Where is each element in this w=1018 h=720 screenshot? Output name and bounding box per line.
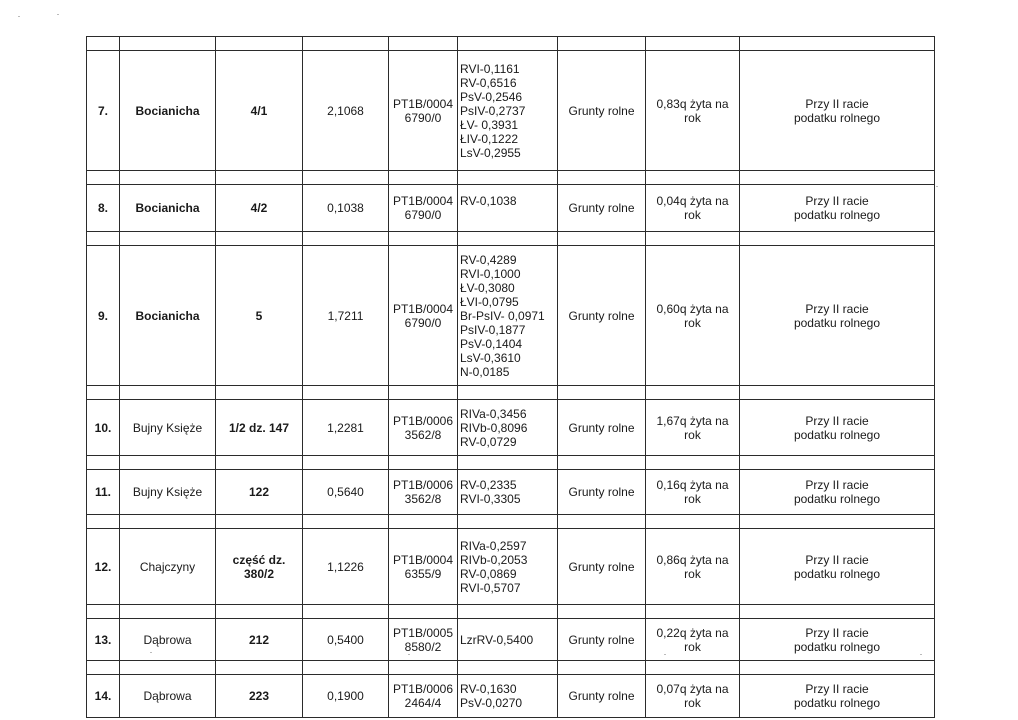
soil-classes (458, 400, 558, 456)
spacer-cell (458, 171, 558, 185)
spacer-cell (646, 515, 740, 529)
row-number: 11. (87, 470, 120, 515)
spacer-cell (216, 661, 303, 675)
payment-terms-line: Przy II racie (805, 625, 869, 640)
spacer-cell (646, 37, 740, 51)
soil-classes-line: ŁIV-0,1222 (460, 131, 519, 146)
spacer-row (87, 386, 935, 400)
spacer-cell (646, 386, 740, 400)
rent-amount (646, 619, 740, 661)
spacer-cell (389, 515, 458, 529)
table-body (87, 37, 935, 718)
table-row (87, 51, 935, 171)
spacer-cell (740, 232, 935, 246)
land-register-number-line: PT1B/0006 (392, 682, 454, 696)
soil-classes-line: N-0,0185 (460, 364, 510, 379)
spacer-cell (120, 605, 216, 619)
rent-amount (646, 51, 740, 171)
parcel-number-line: 4/1 (250, 103, 268, 118)
spacer-cell (740, 605, 935, 619)
spacer-cell (740, 456, 935, 470)
row-number: 8. (87, 185, 120, 232)
spacer-cell (646, 605, 740, 619)
parcel-number (216, 185, 303, 232)
spacer-cell (303, 37, 389, 51)
payment-terms-line: podatku rolnego (793, 110, 881, 125)
soil-classes-line: RV-0,4289 (460, 252, 517, 267)
spacer-row (87, 232, 935, 246)
payment-terms (740, 675, 935, 718)
spacer-cell (558, 456, 646, 470)
spacer-cell (303, 515, 389, 529)
soil-classes-line: RVI-0,3305 (460, 492, 521, 506)
spacer-cell (646, 661, 740, 675)
parcel-number-line: 122 (248, 485, 270, 499)
spacer-cell (389, 661, 458, 675)
soil-classes (458, 619, 558, 661)
soil-classes-line: LsV-0,2955 (460, 145, 521, 160)
rent-amount-line: 0,16q żyta na (656, 478, 729, 492)
land-register-number-line: 3562/8 (404, 492, 442, 506)
row-number: 10. (87, 400, 120, 456)
land-use: Grunty rolne (558, 51, 646, 171)
parcel-area: 0,1900 (303, 675, 389, 718)
spacer-cell (558, 386, 646, 400)
spacer-cell (389, 605, 458, 619)
land-use: Grunty rolne (558, 246, 646, 386)
payment-terms-line: Przy II racie (805, 96, 869, 111)
rent-amount-line: 0,04q żyta na (656, 194, 729, 208)
rent-amount-line: 0,83q żyta na (656, 96, 729, 111)
parcel-area: 1,2281 (303, 400, 389, 456)
land-register-number-line: 6790/0 (404, 110, 442, 125)
land-register-number-line: PT1B/0004 (392, 194, 454, 208)
payment-terms-line: podatku rolnego (793, 427, 881, 442)
rent-amount-line: 1,67q żyta na (656, 413, 729, 428)
parcel-number (216, 246, 303, 386)
soil-classes-line: RVI-0,1161 (460, 61, 520, 76)
spacer-cell (120, 661, 216, 675)
spacer-cell (740, 386, 935, 400)
precinct-name: Dąbrowa (120, 619, 216, 661)
spacer-cell (458, 456, 558, 470)
parcel-number (216, 675, 303, 718)
spacer-row (87, 456, 935, 470)
payment-terms-line: podatku rolnego (793, 566, 881, 581)
spacer-cell (740, 171, 935, 185)
payment-terms-line: Przy II racie (805, 478, 869, 492)
parcel-number-line: część dz. (232, 552, 286, 567)
soil-classes-line: ŁV- 0,3931 (460, 117, 519, 132)
soil-classes-line: RV-0,1038 (460, 194, 517, 208)
soil-classes-line: RV-0,2335 (460, 478, 517, 492)
land-register-number (389, 675, 458, 718)
spacer-cell (558, 232, 646, 246)
rent-amount (646, 470, 740, 515)
table-row (87, 246, 935, 386)
parcel-area: 1,7211 (303, 246, 389, 386)
rent-amount-line: 0,22q żyta na (656, 625, 729, 640)
land-register-number-line: PT1B/0004 (392, 301, 454, 316)
soil-classes-line: RV-0,0869 (460, 566, 517, 581)
parcel-number-line: 4/2 (250, 201, 268, 215)
soil-classes (458, 246, 558, 386)
spacer-cell (389, 171, 458, 185)
payment-terms (740, 51, 935, 171)
parcel-area: 0,1038 (303, 185, 389, 232)
spacer-cell (120, 515, 216, 529)
table-row (87, 529, 935, 605)
rent-amount-line: rok (684, 110, 701, 125)
parcel-number (216, 470, 303, 515)
spacer-cell (558, 37, 646, 51)
spacer-cell (216, 605, 303, 619)
land-register-number (389, 51, 458, 171)
spacer-cell (389, 386, 458, 400)
soil-classes-line: Br-PsIV- 0,0971 (460, 308, 545, 323)
spacer-cell (458, 515, 558, 529)
scan-speck (664, 654, 666, 655)
parcel-number-line: 223 (248, 689, 270, 703)
rent-amount-line: rok (684, 315, 701, 330)
row-number: 7. (87, 51, 120, 171)
payment-terms (740, 470, 935, 515)
spacer-cell (87, 456, 120, 470)
spacer-cell (458, 605, 558, 619)
precinct-name: Bujny Księże (120, 400, 216, 456)
precinct-name: Bujny Księże (120, 470, 216, 515)
spacer-cell (216, 171, 303, 185)
land-register-number-line: PT1B/0006 (392, 413, 454, 428)
spacer-row (87, 605, 935, 619)
rent-amount (646, 400, 740, 456)
payment-terms (740, 529, 935, 605)
row-number: 14. (87, 675, 120, 718)
row-number: 12. (87, 529, 120, 605)
land-register-number-line: 6355/9 (404, 566, 442, 581)
table-row (87, 185, 935, 232)
land-register-number-line: PT1B/0005 (392, 625, 454, 640)
soil-classes-line: RV-0,0729 (460, 434, 517, 449)
rent-amount (646, 529, 740, 605)
soil-classes-line: PsIV-0,2737 (460, 103, 526, 118)
spacer-cell (558, 605, 646, 619)
spacer-cell (458, 37, 558, 51)
land-register-number-line: PT1B/0004 (392, 96, 454, 111)
precinct-name: Bocianicha (120, 246, 216, 386)
spacer-cell (87, 171, 120, 185)
precinct-name: Dąbrowa (120, 675, 216, 718)
spacer-cell (303, 661, 389, 675)
spacer-cell (120, 171, 216, 185)
rent-amount-line: rok (684, 208, 701, 222)
payment-terms-line: Przy II racie (805, 194, 869, 208)
soil-classes (458, 529, 558, 605)
land-register-number-line: PT1B/0004 (392, 552, 454, 567)
payment-terms (740, 400, 935, 456)
land-use: Grunty rolne (558, 400, 646, 456)
scan-speck (408, 654, 410, 655)
spacer-cell (87, 232, 120, 246)
scan-speck (57, 14, 59, 15)
land-register-number (389, 400, 458, 456)
scan-speck (150, 652, 152, 653)
spacer-cell (120, 232, 216, 246)
soil-classes-line: LzrRV-0,5400 (460, 632, 534, 647)
soil-classes-line: PsV-0,0270 (460, 696, 523, 710)
payment-terms-line: podatku rolnego (793, 315, 881, 330)
spacer-cell (120, 37, 216, 51)
soil-classes (458, 185, 558, 232)
parcel-area: 2,1068 (303, 51, 389, 171)
spacer-cell (558, 515, 646, 529)
payment-terms-line: Przy II racie (805, 552, 869, 567)
scan-speck (920, 654, 922, 655)
soil-classes-line: RIVb-0,8096 (460, 420, 528, 435)
soil-classes-line: RV-0,1630 (460, 682, 517, 696)
spacer-cell (389, 232, 458, 246)
land-register-number (389, 246, 458, 386)
soil-classes-line: ŁVI-0,0795 (460, 294, 519, 309)
soil-classes (458, 675, 558, 718)
land-use: Grunty rolne (558, 619, 646, 661)
spacer-cell (740, 661, 935, 675)
spacer-cell (87, 386, 120, 400)
parcel-area: 0,5400 (303, 619, 389, 661)
payment-terms (740, 246, 935, 386)
spacer-cell (558, 661, 646, 675)
spacer-cell (303, 171, 389, 185)
spacer-cell (87, 37, 120, 51)
payment-terms-line: podatku rolnego (793, 639, 881, 654)
spacer-cell (458, 661, 558, 675)
land-register-number (389, 619, 458, 661)
rent-amount (646, 246, 740, 386)
soil-classes-line: ŁV-0,3080 (460, 280, 515, 295)
spacer-cell (558, 171, 646, 185)
spacer-cell (646, 232, 740, 246)
rent-amount-line: rok (684, 492, 701, 506)
spacer-cell (120, 456, 216, 470)
precinct-name: Bocianicha (120, 51, 216, 171)
payment-terms-line: Przy II racie (805, 301, 869, 316)
land-register-number-line: 2464/4 (404, 696, 442, 710)
payment-terms-line: Przy II racie (805, 682, 869, 696)
parcel-number (216, 51, 303, 171)
spacer-cell (458, 232, 558, 246)
spacer-cell (646, 171, 740, 185)
soil-classes-line: PsIV-0,1877 (460, 322, 526, 337)
spacer-row (87, 515, 935, 529)
spacer-cell (216, 456, 303, 470)
soil-classes-line: RVI-0,1000 (460, 266, 521, 281)
rent-amount (646, 675, 740, 718)
spacer-row (87, 661, 935, 675)
parcel-number-line: 1/2 dz. 147 (228, 420, 290, 435)
spacer-row (87, 171, 935, 185)
row-number: 9. (87, 246, 120, 386)
row-number: 13. (87, 619, 120, 661)
land-register-number (389, 529, 458, 605)
parcel-number (216, 619, 303, 661)
spacer-cell (303, 232, 389, 246)
rent-amount (646, 185, 740, 232)
scan-speck (936, 186, 938, 187)
table-row (87, 470, 935, 515)
spacer-row (87, 37, 935, 51)
land-use: Grunty rolne (558, 470, 646, 515)
parcel-number-line: 212 (248, 632, 270, 647)
spacer-cell (216, 37, 303, 51)
spacer-cell (216, 515, 303, 529)
rent-amount-line: 0,86q żyta na (656, 552, 729, 567)
payment-terms (740, 619, 935, 661)
land-register-number-line: PT1B/0006 (392, 478, 454, 492)
land-register-number-line: 6790/0 (404, 208, 442, 222)
payment-terms (740, 185, 935, 232)
spacer-cell (740, 37, 935, 51)
parcel-number (216, 529, 303, 605)
rent-amount-line: 0,07q żyta na (656, 682, 729, 696)
spacer-cell (120, 386, 216, 400)
land-register-number (389, 185, 458, 232)
spacer-cell (740, 515, 935, 529)
soil-classes-line: RV-0,6516 (460, 75, 517, 90)
spacer-cell (303, 605, 389, 619)
precinct-name: Bocianicha (120, 185, 216, 232)
spacer-cell (303, 456, 389, 470)
spacer-cell (303, 386, 389, 400)
soil-classes (458, 470, 558, 515)
spacer-cell (646, 456, 740, 470)
scan-speck (18, 16, 20, 17)
land-use: Grunty rolne (558, 185, 646, 232)
soil-classes-line: LsV-0,3610 (460, 350, 521, 365)
payment-terms-line: podatku rolnego (793, 492, 881, 506)
spacer-cell (216, 386, 303, 400)
rent-amount-line: rok (684, 639, 701, 654)
rent-amount-line: rok (684, 566, 701, 581)
land-register-number-line: 8580/2 (404, 639, 442, 654)
spacer-cell (389, 456, 458, 470)
soil-classes-line: PsV-0,2546 (460, 89, 523, 104)
parcel-number-line: 380/2 (243, 566, 275, 581)
precinct-name: Chajczyny (120, 529, 216, 605)
spacer-cell (87, 515, 120, 529)
payment-terms-line: Przy II racie (805, 413, 869, 428)
land-use: Grunty rolne (558, 529, 646, 605)
table-row (87, 400, 935, 456)
rent-amount-line: 0,60q żyta na (656, 301, 729, 316)
parcel-area: 1,1226 (303, 529, 389, 605)
soil-classes-line (460, 208, 557, 222)
land-use: Grunty rolne (558, 675, 646, 718)
soil-classes-line: RIVb-0,2053 (460, 552, 528, 567)
land-register-number-line: 3562/8 (404, 427, 442, 442)
land-register-number-line: 6790/0 (404, 315, 442, 330)
table-row (87, 675, 935, 718)
rent-amount-line: rok (684, 427, 701, 442)
land-register-number (389, 470, 458, 515)
payment-terms-line: podatku rolnego (793, 696, 881, 710)
spacer-cell (87, 661, 120, 675)
payment-terms-line: podatku rolnego (793, 208, 881, 222)
spacer-cell (87, 605, 120, 619)
soil-classes-line: PsV-0,1404 (460, 336, 523, 351)
soil-classes-line: RIVa-0,3456 (460, 406, 527, 421)
soil-classes-line: RVI-0,5707 (460, 580, 521, 595)
spacer-cell (458, 386, 558, 400)
rent-amount-line: rok (684, 696, 701, 710)
parcel-number (216, 400, 303, 456)
spacer-cell (389, 37, 458, 51)
parcel-lease-table (86, 36, 935, 718)
soil-classes (458, 51, 558, 171)
soil-classes-line: RIVa-0,2597 (460, 538, 527, 553)
parcel-number-line: 5 (255, 308, 263, 323)
parcel-area: 0,5640 (303, 470, 389, 515)
table-row (87, 619, 935, 661)
spacer-cell (216, 232, 303, 246)
